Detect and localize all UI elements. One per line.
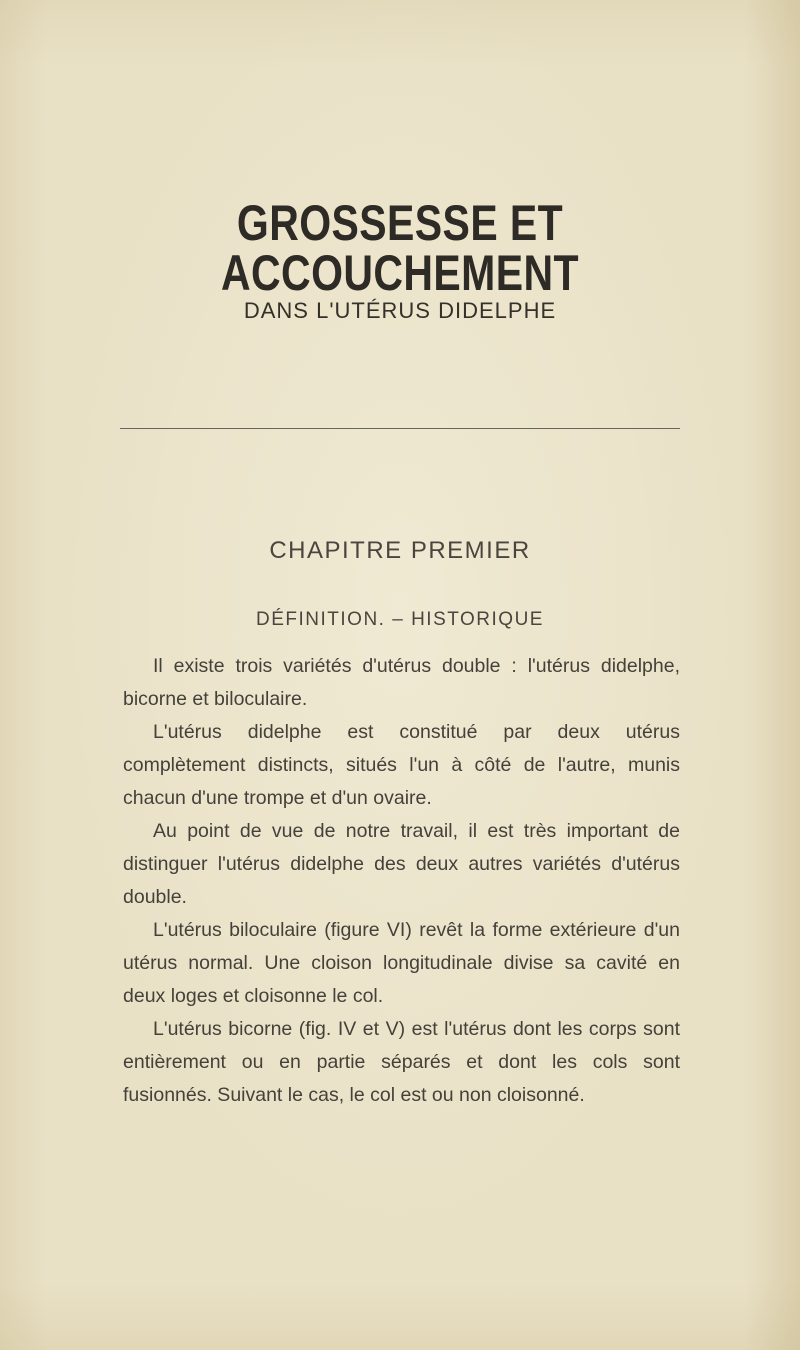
paragraph: L'utérus biloculaire (figure VI) revêt la forme extérieure d'un utérus normal. Une cloison longitudinale divise sa cavité en deux loges et cloisonne le col. [123, 919, 680, 1007]
paragraph: L'utérus didelphe est constitué par deux utérus complètement distincts, situés l'un à côté de l'autre, munis chacun d'une trompe et d'un ovaire. [123, 721, 680, 809]
body-text [123, 650, 680, 1112]
paragraph: Il existe trois variétés d'utérus double : l'utérus didelphe, bicorne et biloculaire. [123, 655, 680, 710]
subtitle: DANS L'UTÉRUS DIDELPHE [243, 298, 557, 323]
horizontal-rule [120, 428, 680, 429]
section-heading: DÉFINITION. – HISTORIQUE [256, 609, 544, 630]
paragraph: Au point de vue de notre travail, il est très important de distinguer l'utérus didelphe des deux autres variétés d'utérus double. [123, 820, 680, 908]
chapter-heading: CHAPITRE PREMIER [269, 537, 531, 564]
paragraph: L'utérus bicorne (fig. IV et V) est l'utérus dont les corps sont entièrement ou en partie séparés et dont les cols sont fusionnés. Suivant le cas, le col est ou non cloisonné. [123, 1018, 680, 1106]
main-title: GROSSESSE ET ACCOUCHEMENT [221, 195, 579, 301]
